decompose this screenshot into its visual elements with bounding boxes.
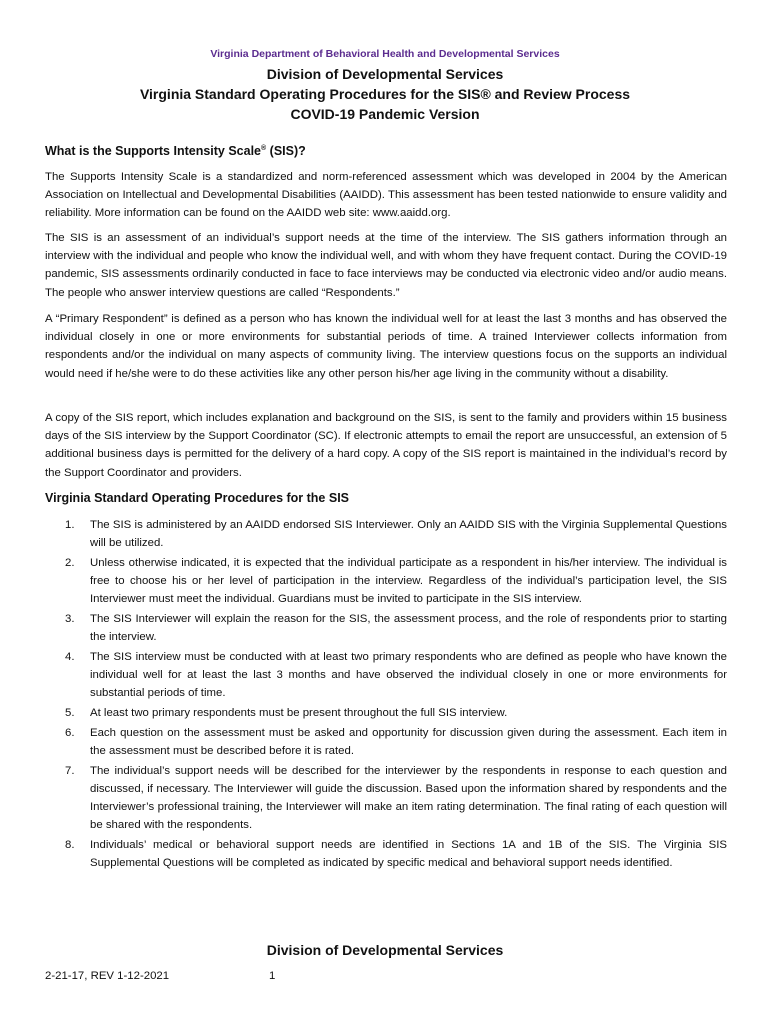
procedures-list <box>65 516 727 874</box>
list-number: 6. <box>65 726 75 739</box>
division-title: Division of Developmental Services <box>266 66 504 82</box>
list-text: The individual’s support needs will be described for the interviewer by the respondents in response to each question and discussed, if necessary. The Interviewer will guide the discussion. Based upon the information shared by respondents and the Interviewer’s professional training, the Interviewer will make an item rating determination. The final rating of each question will be shared with the respondents. <box>90 764 727 832</box>
list-text: Each question on the assessment must be asked and opportunity for discussion given during the assessment. Each item in the assessment must be described before it is rated. <box>90 726 727 757</box>
list-number: 7. <box>65 764 75 777</box>
agency-name: Virginia Department of Behavioral Health and Developmental Services <box>210 48 560 60</box>
list-item <box>65 648 727 703</box>
revision-date: 2-21-17, REV 1-12-2021 <box>45 970 170 982</box>
version-title: COVID-19 Pandemic Version <box>290 106 480 122</box>
section-heading-procedures: Virginia Standard Operating Procedures for the SIS <box>45 491 350 505</box>
footer-division: Division of Developmental Services <box>266 942 504 958</box>
list-text: Individuals’ medical or behavioral support needs are identified in Sections 1A and 1B of the SIS. The Virginia SIS Supplemental Questions will be completed as indicated by specific medical and behavioral support needs identified. <box>90 838 727 870</box>
list-number: 5. <box>65 707 75 720</box>
list-item <box>65 762 727 835</box>
list-number: 8. <box>65 838 75 851</box>
registered-mark: ® <box>261 144 267 152</box>
heading-suffix: (SIS)? <box>266 144 306 158</box>
document-title: Virginia Standard Operating Procedures for the SIS® and Review Process <box>139 86 631 102</box>
paragraph-sis-definition: The Supports Intensity Scale is a standardized and norm-referenced assessment which was developed in 2004 by the American Association on Intellectual and Developmental Disabilities (AAIDD). This assessment has been tested nationwide to ensure validity and reliability. More information can be found on the AAIDD web site: www.aaidd.org. <box>45 171 727 220</box>
list-item <box>65 516 727 552</box>
list-number: 3. <box>65 613 75 626</box>
paragraph-primary-respondent: A “Primary Respondent” is defined as a person who has known the individual well for at least the last 3 months and has observed the individual closely in one or more environments for substantial periods of time. A trained Interviewer collects information from respondents and/or the individual on many aspects of community living. The interview questions focus on the supports an individual would need if he/she were to do these activities like any other person his/her age living in the community without a disability. <box>45 313 727 380</box>
list-item <box>65 554 727 609</box>
list-number: 4. <box>65 650 75 663</box>
list-item <box>65 610 727 646</box>
heading-text: What is the Supports Intensity Scale <box>45 144 262 158</box>
list-item <box>65 836 727 872</box>
list-text: The SIS Interviewer will explain the reason for the SIS, the assessment process, and the role of respondents prior to starting the interview. <box>90 613 727 644</box>
paragraph-sis-report: A copy of the SIS report, which includes explanation and background on the SIS, is sent to the family and providers within 15 business days of the SIS interview by the Support Coordinator (SC). If electronic attempts to email the report are unsuccessful, an extension of 5 additional business days is permitted for the delivery of a hard copy. A copy of the SIS report is maintained in the individual’s record by the Support Coordinator and providers. <box>45 412 727 479</box>
paragraph-sis-assessment: The SIS is an assessment of an individual’s support needs at the time of the interview. The SIS gathers information through an interview with the individual and people who know the individual well, and with whom they have frequent contact. During the COVID-19 pandemic, SIS assessments ordinarily conducted in face to face interviews may be conducted via electronic video and/or audio means. The people who answer interview questions are called “Respondents.” <box>45 232 727 299</box>
section-heading-what-is-sis <box>45 144 306 158</box>
list-text: Unless otherwise indicated, it is expected that the individual participate as a respondent in his/her interview. The individual is free to choose his or her level of participation in the interview. Regardless of the individual’s participation level, the SIS Interviewer must meet the individual. Guardians must be invited to participate in the SIS interview. <box>90 556 727 606</box>
page-number: 1 <box>269 970 276 982</box>
list-text: At least two primary respondents must be present throughout the full SIS interview. <box>90 707 508 720</box>
list-text: The SIS is administered by an AAIDD endorsed SIS Interviewer. Only an AAIDD SIS with the Virginia Supplemental Questions will be utilized. <box>90 519 727 550</box>
list-number: 1. <box>65 519 75 531</box>
list-item <box>65 704 727 722</box>
list-item <box>65 724 727 760</box>
list-text: The SIS interview must be conducted with at least two primary respondents who are defined as people who have known the individual well for at least the last 3 months and have observed the individual closely in one or more environments for substantial periods of time. <box>90 650 727 700</box>
list-number: 2. <box>65 556 75 569</box>
